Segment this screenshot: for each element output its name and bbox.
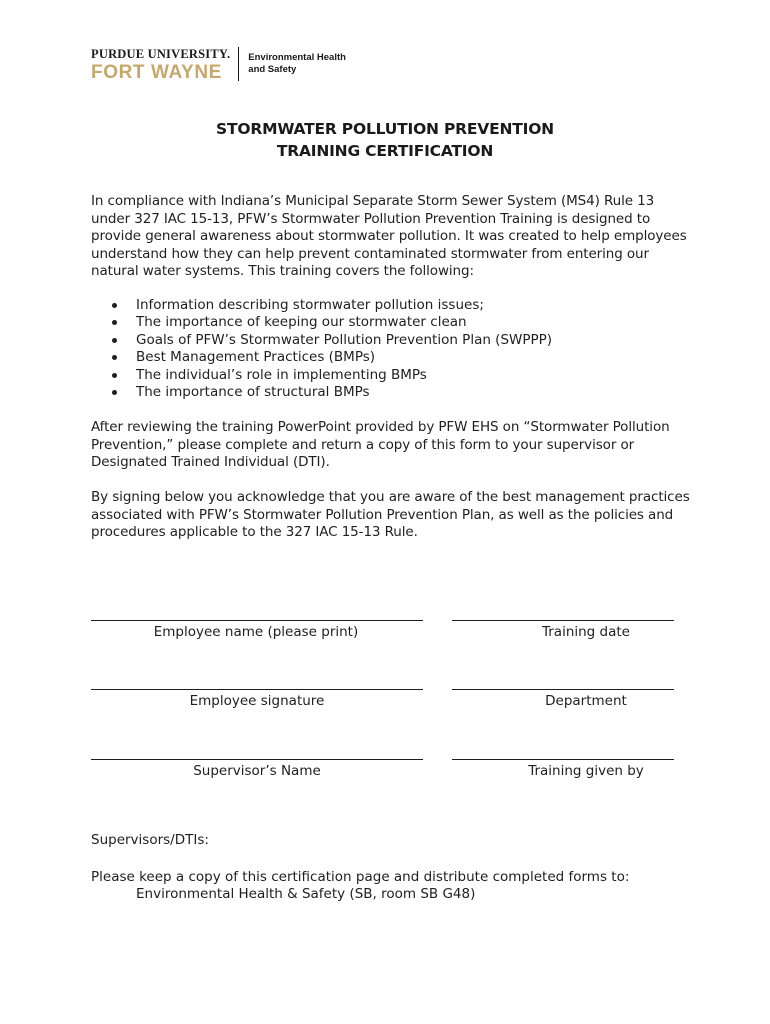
topic-text: Goals of PFW’s Stormwater Pollution Prevention Plan (SWPPP)	[136, 331, 553, 348]
employee-name-field[interactable]	[91, 620, 423, 640]
employee-name-label: Employee name (please print)	[153, 624, 359, 640]
logo-divider	[238, 47, 239, 81]
supervisor-name-field[interactable]	[91, 759, 423, 779]
training-given-by-label: Training given by	[528, 763, 644, 779]
training-date-field[interactable]	[452, 620, 674, 640]
list-item	[91, 367, 552, 384]
logo-campus-name: FORT WAYNE	[91, 61, 222, 83]
list-item	[91, 332, 552, 349]
bullet-icon	[112, 390, 117, 395]
training-topics-list	[91, 297, 552, 401]
department-field[interactable]	[452, 689, 674, 709]
footer-instruction: Please keep a copy of this certification page and distribute completed forms to:	[91, 869, 630, 885]
title-line-1: STORMWATER POLLUTION PREVENTION	[216, 120, 554, 138]
document-title	[0, 118, 770, 162]
list-item	[91, 349, 552, 366]
bullet-icon	[112, 303, 117, 308]
acknowledgement-paragraph: By signing below you acknowledge that you are aware of the best management practices associated with PFW’s Stormwater Pollution Prevention Plan, as well as the policies and procedures applicable to the 327 IAC 15-13 Rule.	[91, 489, 690, 540]
footer-address: Environmental Health & Safety (SB, room SB G48)	[136, 886, 476, 902]
department-label: Department	[545, 693, 627, 709]
footer-heading: Supervisors/DTIs:	[91, 832, 209, 848]
training-given-by-field[interactable]	[452, 759, 674, 779]
list-item	[91, 384, 552, 401]
title-line-2: TRAINING CERTIFICATION	[276, 142, 494, 160]
bullet-icon	[112, 373, 117, 378]
topic-text: The individual’s role in implementing BMPs	[136, 366, 427, 383]
topic-text: Best Management Practices (BMPs)	[136, 349, 376, 366]
topic-text: The importance of keeping our stormwater clean	[136, 314, 467, 331]
logo-university-name: PURDUE UNIVERSITY.	[91, 47, 231, 61]
list-item	[91, 314, 552, 331]
logo-wordmark	[91, 47, 230, 82]
employee-signature-label: Employee signature	[189, 693, 325, 709]
logo-department	[248, 52, 346, 76]
employee-signature-field[interactable]	[91, 689, 423, 709]
training-date-label: Training date	[541, 624, 630, 640]
university-logo	[91, 47, 346, 83]
review-instructions-paragraph: After reviewing the training PowerPoint provided by PFW EHS on “Stormwater Pollution Prevention,” please complete and return a copy of this form to your supervisor or Designated Trained Individual (DTI).	[91, 419, 670, 470]
bullet-icon	[112, 355, 117, 360]
intro-paragraph: In compliance with Indiana’s Municipal Separate Storm Sewer System (MS4) Rule 13 under 327 IAC 15-13, PFW’s Stormwater Pollution Prevention Training is designed to provide general awareness about stormwater pollution. It was created to help employees understand how they can help prevent contaminated stormwater from entering our natural water systems. This training covers the following:	[91, 193, 687, 279]
supervisor-name-label: Supervisor’s Name	[193, 763, 321, 779]
topic-text: The importance of structural BMPs	[136, 384, 370, 401]
bullet-icon	[112, 338, 117, 343]
department-line-1: Environmental Health	[248, 52, 346, 63]
list-item	[91, 297, 552, 314]
bullet-icon	[112, 320, 117, 325]
department-line-2: and Safety	[248, 64, 297, 75]
topic-text: Information describing stormwater pollution issues;	[136, 297, 484, 313]
